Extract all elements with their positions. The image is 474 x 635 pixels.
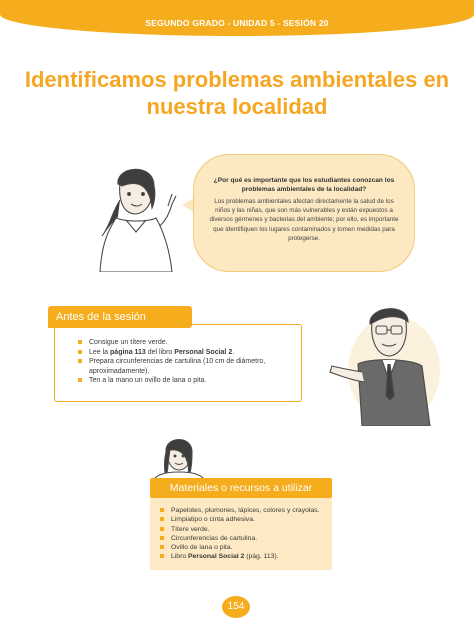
girl-illustration bbox=[82, 160, 186, 272]
bullet-icon bbox=[78, 350, 82, 354]
callout-answer: Los problemas ambientales afectan directamente la salud de los niños y las niñas, que son más vulnerables y están expuestos a diversos gérmenes y bacterias del ambiente; por ello, es importante que identifiquen los lugares contaminados y tomen medidas para protegerse. bbox=[209, 198, 399, 242]
bullet-icon bbox=[160, 554, 164, 558]
list-item: Libro Personal Social 2 (pág. 113). bbox=[160, 552, 330, 561]
bullet-icon bbox=[160, 508, 164, 512]
callout-question: ¿Por qué es importante que los estudiantes conozcan los problemas ambientales de la localidad? bbox=[213, 177, 395, 193]
title-line-2: nuestra localidad bbox=[146, 94, 328, 119]
header-text: SEGUNDO GRADO - UNIDAD 5 - SESIÓN 20 bbox=[145, 18, 329, 28]
list-item: Papelotes, plumones, lápices, colores y crayolas. bbox=[160, 506, 330, 515]
bullet-icon bbox=[78, 378, 82, 382]
list-item: Lee la página 113 del libro Personal Social 2. bbox=[78, 348, 292, 358]
girl-illustration-2 bbox=[146, 434, 212, 482]
list-item: Ten a la mano un ovillo de lana o pita. bbox=[78, 376, 292, 386]
list-item: Ovillo de lana o pita. bbox=[160, 543, 330, 552]
page-title bbox=[20, 66, 454, 120]
list-item: Títere verde. bbox=[160, 525, 330, 534]
bullet-icon bbox=[160, 545, 164, 549]
page-number: 154 bbox=[222, 596, 250, 618]
bullet-icon bbox=[78, 359, 82, 363]
bullet-icon bbox=[160, 517, 164, 521]
before-session-title: Antes de la sesión bbox=[56, 311, 146, 323]
teacher-illustration bbox=[328, 300, 440, 426]
bullet-icon bbox=[78, 340, 82, 344]
list-item: Consigue un títere verde. bbox=[78, 338, 292, 348]
before-session-list bbox=[78, 338, 292, 386]
list-item: Circunferencias de cartulina. bbox=[160, 534, 330, 543]
materials-list bbox=[160, 506, 330, 562]
list-item: Prepara circunferencias de cartulina (10 cm de diámetro, aproximadamente). bbox=[78, 357, 292, 376]
title-line-1: Identificamos problemas ambientales en bbox=[24, 67, 450, 92]
materials-title: Materiales o recursos a utilizar bbox=[169, 482, 313, 494]
bullet-icon bbox=[160, 527, 164, 531]
bullet-icon bbox=[160, 536, 164, 540]
list-item: Limpiatipo o cinta adhesiva. bbox=[160, 515, 330, 524]
